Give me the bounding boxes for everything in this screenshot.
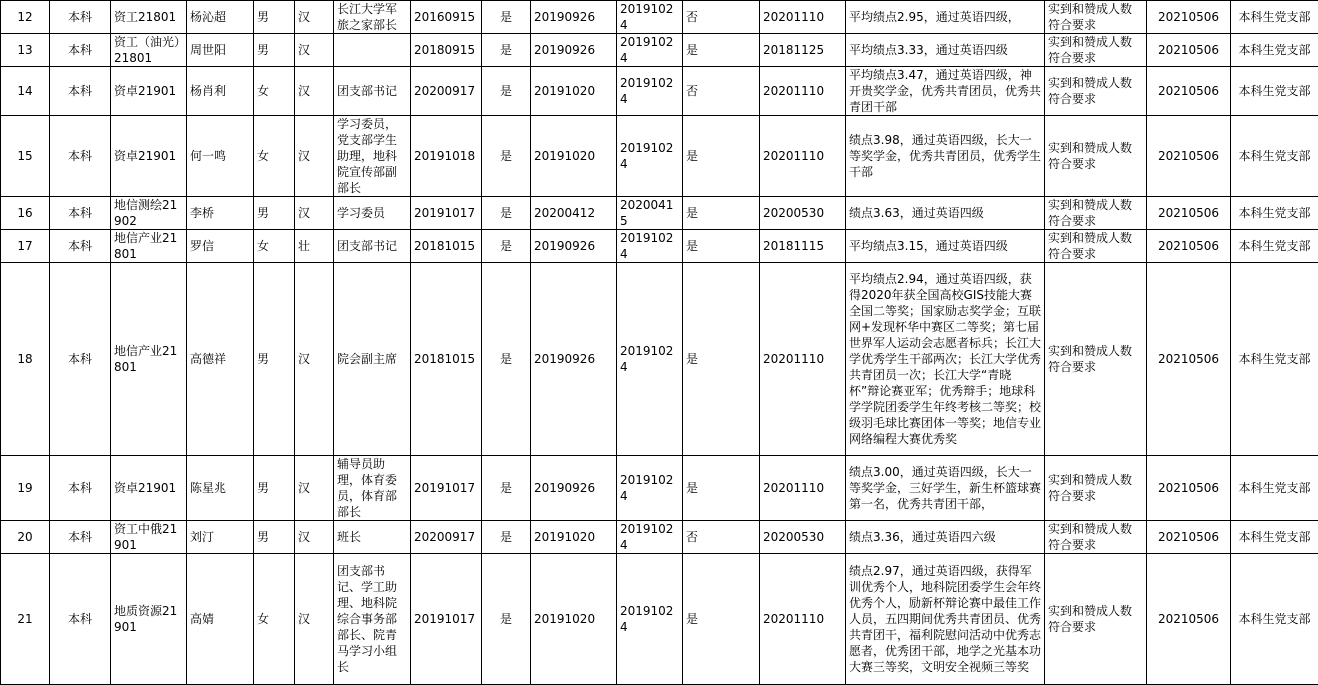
cell-gender: 男 bbox=[254, 456, 295, 521]
cell-gender: 男 bbox=[254, 521, 295, 554]
cell-performance: 绩点3.36，通过英语四六级 bbox=[846, 521, 1045, 554]
cell-party-course: 否 bbox=[683, 1, 760, 34]
cell-party-course: 是 bbox=[683, 230, 760, 263]
cell-activist: 是 bbox=[482, 1, 531, 34]
table-row bbox=[1, 230, 1318, 263]
cell-performance: 绩点3.98，通过英语四级，长大一等奖学金，优秀共青团员，优秀学生干部 bbox=[846, 116, 1045, 197]
cell-level: 本科 bbox=[50, 263, 111, 456]
cell-activist: 是 bbox=[482, 456, 531, 521]
cell-branch: 本科生党支部 bbox=[1231, 554, 1318, 685]
cell-apply-date: 20191017 bbox=[411, 197, 482, 230]
cell-ethnicity: 壮 bbox=[295, 230, 334, 263]
cell-gender: 男 bbox=[254, 197, 295, 230]
table-row bbox=[1, 67, 1318, 116]
cell-activist-date: 20200412 bbox=[531, 197, 617, 230]
cell-ethnicity: 汉 bbox=[295, 197, 334, 230]
cell-no: 12 bbox=[1, 1, 50, 34]
cell-performance: 平均绩点3.15，通过英语四级 bbox=[846, 230, 1045, 263]
cell-talk-date: 20191024 bbox=[617, 263, 683, 456]
cell-no: 21 bbox=[1, 554, 50, 685]
cell-class: 地信产业21801 bbox=[111, 230, 187, 263]
cell-party-course: 是 bbox=[683, 197, 760, 230]
cell-activist-date: 20191020 bbox=[531, 116, 617, 197]
cell-party-course: 否 bbox=[683, 521, 760, 554]
cell-no: 18 bbox=[1, 263, 50, 456]
cell-training-date: 20181115 bbox=[760, 230, 846, 263]
cell-approve-date: 20210506 bbox=[1147, 456, 1231, 521]
cell-class: 资工（油光）21801 bbox=[111, 34, 187, 67]
cell-activist-date: 20190926 bbox=[531, 456, 617, 521]
cell-gender: 女 bbox=[254, 67, 295, 116]
cell-position: 辅导员助理，体育委员，体育部部长 bbox=[334, 456, 411, 521]
cell-no: 19 bbox=[1, 456, 50, 521]
cell-performance: 平均绩点3.33，通过英语四级 bbox=[846, 34, 1045, 67]
cell-class: 资工21801 bbox=[111, 1, 187, 34]
cell-level: 本科 bbox=[50, 456, 111, 521]
cell-party-course: 否 bbox=[683, 67, 760, 116]
cell-class: 地信测绘21902 bbox=[111, 197, 187, 230]
cell-branch: 本科生党支部 bbox=[1231, 1, 1318, 34]
cell-ethnicity: 汉 bbox=[295, 34, 334, 67]
cell-no: 13 bbox=[1, 34, 50, 67]
cell-ethnicity: 汉 bbox=[295, 1, 334, 34]
cell-position bbox=[334, 34, 411, 67]
cell-talk-date: 20191024 bbox=[617, 521, 683, 554]
cell-name: 陈星兆 bbox=[187, 456, 254, 521]
cell-activist: 是 bbox=[482, 554, 531, 685]
cell-no: 17 bbox=[1, 230, 50, 263]
cell-activist: 是 bbox=[482, 197, 531, 230]
cell-branch: 本科生党支部 bbox=[1231, 456, 1318, 521]
cell-training-date: 20201110 bbox=[760, 67, 846, 116]
cell-talk-date: 20191024 bbox=[617, 116, 683, 197]
cell-no: 14 bbox=[1, 67, 50, 116]
cell-apply-date: 20160915 bbox=[411, 1, 482, 34]
cell-position: 团支部书记 bbox=[334, 230, 411, 263]
cell-activist-date: 20190926 bbox=[531, 1, 617, 34]
cell-gender: 男 bbox=[254, 34, 295, 67]
cell-apply-date: 20180915 bbox=[411, 34, 482, 67]
cell-name: 罗信 bbox=[187, 230, 254, 263]
cell-branch: 本科生党支部 bbox=[1231, 116, 1318, 197]
table-row bbox=[1, 521, 1318, 554]
cell-activist: 是 bbox=[482, 34, 531, 67]
cell-gender: 女 bbox=[254, 230, 295, 263]
cell-class: 资卓21901 bbox=[111, 116, 187, 197]
cell-talk-date: 20191024 bbox=[617, 34, 683, 67]
cell-approve-date: 20210506 bbox=[1147, 197, 1231, 230]
cell-ethnicity: 汉 bbox=[295, 456, 334, 521]
cell-training-date: 20201110 bbox=[760, 554, 846, 685]
cell-performance: 绩点3.63，通过英语四级 bbox=[846, 197, 1045, 230]
cell-name: 刘汀 bbox=[187, 521, 254, 554]
cell-training-date: 20201110 bbox=[760, 263, 846, 456]
cell-apply-date: 20181015 bbox=[411, 263, 482, 456]
cell-position: 学习委员，党支部学生助理，地科院宣传部副部长 bbox=[334, 116, 411, 197]
cell-approve-date: 20210506 bbox=[1147, 67, 1231, 116]
cell-level: 本科 bbox=[50, 1, 111, 34]
table-row bbox=[1, 34, 1318, 67]
cell-apply-date: 20191017 bbox=[411, 456, 482, 521]
cell-branch: 本科生党支部 bbox=[1231, 197, 1318, 230]
cell-name: 何一鸣 bbox=[187, 116, 254, 197]
cell-party-course: 是 bbox=[683, 554, 760, 685]
table-row bbox=[1, 116, 1318, 197]
cell-level: 本科 bbox=[50, 67, 111, 116]
cell-no: 15 bbox=[1, 116, 50, 197]
cell-approve-date: 20210506 bbox=[1147, 521, 1231, 554]
cell-activist-date: 20190926 bbox=[531, 230, 617, 263]
cell-no: 20 bbox=[1, 521, 50, 554]
cell-review: 实到和赞成人数符合要求 bbox=[1045, 67, 1147, 116]
cell-class: 地质资源21901 bbox=[111, 554, 187, 685]
table-row bbox=[1, 1, 1318, 34]
cell-talk-date: 20191024 bbox=[617, 1, 683, 34]
cell-ethnicity: 汉 bbox=[295, 67, 334, 116]
table-row bbox=[1, 197, 1318, 230]
cell-training-date: 20201110 bbox=[760, 116, 846, 197]
cell-party-course: 是 bbox=[683, 116, 760, 197]
cell-talk-date: 20191024 bbox=[617, 456, 683, 521]
cell-review: 实到和赞成人数符合要求 bbox=[1045, 34, 1147, 67]
cell-training-date: 20201110 bbox=[760, 1, 846, 34]
cell-position: 学习委员 bbox=[334, 197, 411, 230]
cell-level: 本科 bbox=[50, 521, 111, 554]
cell-gender: 女 bbox=[254, 554, 295, 685]
cell-name: 杨沁超 bbox=[187, 1, 254, 34]
cell-apply-date: 20191018 bbox=[411, 116, 482, 197]
cell-ethnicity: 汉 bbox=[295, 263, 334, 456]
cell-talk-date: 20191024 bbox=[617, 67, 683, 116]
table-row bbox=[1, 456, 1318, 521]
cell-name: 李桥 bbox=[187, 197, 254, 230]
cell-branch: 本科生党支部 bbox=[1231, 67, 1318, 116]
cell-activist: 是 bbox=[482, 230, 531, 263]
cell-training-date: 20200530 bbox=[760, 521, 846, 554]
cell-gender: 男 bbox=[254, 1, 295, 34]
cell-level: 本科 bbox=[50, 34, 111, 67]
cell-branch: 本科生党支部 bbox=[1231, 263, 1318, 456]
cell-apply-date: 20200917 bbox=[411, 521, 482, 554]
cell-activist: 是 bbox=[482, 67, 531, 116]
cell-party-course: 是 bbox=[683, 263, 760, 456]
cell-level: 本科 bbox=[50, 116, 111, 197]
cell-party-course: 是 bbox=[683, 456, 760, 521]
cell-performance: 平均绩点3.47，通过英语四级，神开贵奖学金，优秀共青团员，优秀共青团干部 bbox=[846, 67, 1045, 116]
cell-class: 资工中俄21901 bbox=[111, 521, 187, 554]
cell-activist: 是 bbox=[482, 521, 531, 554]
cell-training-date: 20181125 bbox=[760, 34, 846, 67]
cell-activist: 是 bbox=[482, 116, 531, 197]
cell-position: 长江大学军旅之家部长 bbox=[334, 1, 411, 34]
cell-level: 本科 bbox=[50, 197, 111, 230]
cell-approve-date: 20210506 bbox=[1147, 554, 1231, 685]
cell-training-date: 20201110 bbox=[760, 456, 846, 521]
cell-position: 团支部书记、学工助理、地科院综合事务部部长、院青马学习小组长 bbox=[334, 554, 411, 685]
table-row bbox=[1, 263, 1318, 456]
cell-performance: 平均绩点2.95，通过英语四级， bbox=[846, 1, 1045, 34]
cell-talk-date: 20200415 bbox=[617, 197, 683, 230]
cell-review: 实到和赞成人数符合要求 bbox=[1045, 554, 1147, 685]
cell-review: 实到和赞成人数符合要求 bbox=[1045, 197, 1147, 230]
cell-no: 16 bbox=[1, 197, 50, 230]
cell-name: 周世阳 bbox=[187, 34, 254, 67]
cell-class: 资卓21901 bbox=[111, 456, 187, 521]
cell-level: 本科 bbox=[50, 554, 111, 685]
cell-position: 院会副主席 bbox=[334, 263, 411, 456]
cell-approve-date: 20210506 bbox=[1147, 34, 1231, 67]
cell-activist-date: 20190926 bbox=[531, 34, 617, 67]
cell-training-date: 20200530 bbox=[760, 197, 846, 230]
cell-apply-date: 20181015 bbox=[411, 230, 482, 263]
cell-activist-date: 20191020 bbox=[531, 67, 617, 116]
cell-apply-date: 20200917 bbox=[411, 67, 482, 116]
cell-ethnicity: 汉 bbox=[295, 554, 334, 685]
cell-activist-date: 20191020 bbox=[531, 521, 617, 554]
cell-name: 杨肖利 bbox=[187, 67, 254, 116]
table-row bbox=[1, 554, 1318, 685]
cell-activist: 是 bbox=[482, 263, 531, 456]
cell-apply-date: 20191017 bbox=[411, 554, 482, 685]
cell-activist-date: 20190926 bbox=[531, 263, 617, 456]
cell-approve-date: 20210506 bbox=[1147, 1, 1231, 34]
cell-performance: 平均绩点2.94，通过英语四级，获得2020年获全国高校GIS技能大赛全国二等奖；国家励志奖学金；互联网+发现杯华中赛区二等奖；第七届世界军人运动会志愿者标兵；长江大学优秀学生干部两次；长江大学优秀共青团员一次；长江大学“青晓杯”辩论赛亚军；优秀辩手；地球科学学院团委学生年终考核二等奖；校级羽毛球比赛团体一等奖；地信专业网络编程大赛优秀奖 bbox=[846, 263, 1045, 456]
cell-talk-date: 20191024 bbox=[617, 554, 683, 685]
cell-position: 班长 bbox=[334, 521, 411, 554]
cell-branch: 本科生党支部 bbox=[1231, 34, 1318, 67]
cell-level: 本科 bbox=[50, 230, 111, 263]
cell-gender: 男 bbox=[254, 263, 295, 456]
cell-class: 地信产业21801 bbox=[111, 263, 187, 456]
cell-party-course: 是 bbox=[683, 34, 760, 67]
cell-activist-date: 20191020 bbox=[531, 554, 617, 685]
cell-class: 资卓21901 bbox=[111, 67, 187, 116]
cell-ethnicity: 汉 bbox=[295, 521, 334, 554]
cell-talk-date: 20191024 bbox=[617, 230, 683, 263]
cell-review: 实到和赞成人数符合要求 bbox=[1045, 263, 1147, 456]
cell-ethnicity: 汉 bbox=[295, 116, 334, 197]
cell-review: 实到和赞成人数符合要求 bbox=[1045, 1, 1147, 34]
cell-approve-date: 20210506 bbox=[1147, 230, 1231, 263]
cell-branch: 本科生党支部 bbox=[1231, 521, 1318, 554]
cell-approve-date: 20210506 bbox=[1147, 116, 1231, 197]
cell-review: 实到和赞成人数符合要求 bbox=[1045, 116, 1147, 197]
cell-review: 实到和赞成人数符合要求 bbox=[1045, 456, 1147, 521]
cell-branch: 本科生党支部 bbox=[1231, 230, 1318, 263]
cell-review: 实到和赞成人数符合要求 bbox=[1045, 230, 1147, 263]
cell-performance: 绩点2.97，通过英语四级，获得军训优秀个人，地科院团委学生会年终优秀个人，励新杯辩论赛中最佳工作人员，五四期间优秀共青团员、优秀共青团干，福利院慰问活动中优秀志愿者，优秀团干部，地学之光基本功大赛三等奖，文明安全视频三等奖 bbox=[846, 554, 1045, 685]
cell-position: 团支部书记 bbox=[334, 67, 411, 116]
cell-performance: 绩点3.00，通过英语四级，长大一等奖学金，三好学生，新生杯篮球赛第一名，优秀共青团干部， bbox=[846, 456, 1045, 521]
cell-review: 实到和赞成人数符合要求 bbox=[1045, 521, 1147, 554]
cell-name: 高德祥 bbox=[187, 263, 254, 456]
cell-approve-date: 20210506 bbox=[1147, 263, 1231, 456]
cell-name: 高婧 bbox=[187, 554, 254, 685]
cell-gender: 女 bbox=[254, 116, 295, 197]
